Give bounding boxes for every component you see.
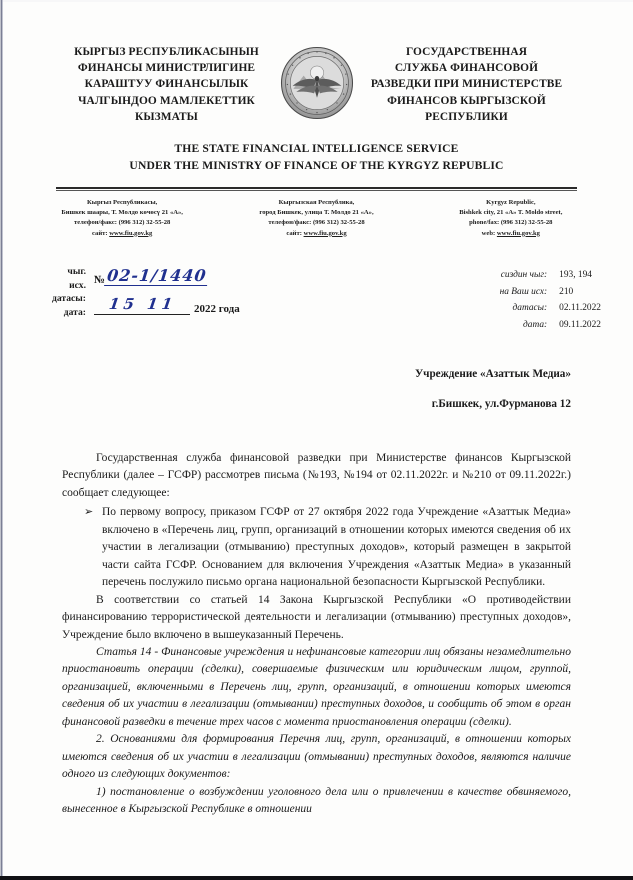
letterhead-kyrgyz-line-1: КЫРГЫЗ РЕСПУБЛИКАСЫНЫН bbox=[74, 46, 259, 58]
letter-body bbox=[62, 450, 571, 819]
state-emblem-icon bbox=[280, 46, 354, 120]
address-en-site bbox=[417, 229, 605, 239]
outgoing-number-handwritten: 02-1/1440 bbox=[104, 268, 209, 286]
emblem-container bbox=[276, 42, 358, 120]
label-incoming-date-ru: дата: bbox=[523, 320, 548, 331]
address-ky-line-1: Кыргыз Республикасы, bbox=[87, 199, 158, 207]
body-article14-paragraph: Статья 14 - Финансовые учреждения и нефинансовые категории лиц обязаны незамедлительно приостановить операции (сделки), совершаемые физическим или юридическим лицом, группой, организацией, включенными в Перечень лиц, групп, организаций, в отношении которых имеются сведения об их участии в легализации (отмывании) преступных доходов, и сообщить об этом в орган финансовой разведки в течение трех часов с момента приостановления операции (сделки). bbox=[62, 646, 571, 728]
letterhead-kyrgyz-line-3: КАРАШТУУ ФИНАНСЫЛЫК bbox=[84, 78, 249, 91]
incoming-reference-labels bbox=[500, 267, 548, 334]
outgoing-date-row bbox=[94, 294, 240, 315]
divider-thin-line bbox=[56, 190, 577, 191]
body-paragraph-2: В соответствии со статьей 14 Закона Кыргызской Республики «О противодействии финансированию террористической деятельности и легализации (отмыванию) преступных доходов», Учреждение было включено в вышеуказанный Перечень. bbox=[62, 593, 571, 641]
body-bullet-text-1: По первому вопросу, приказом ГСФР от 27 октября 2022 года Учреждение «Азаттык Медиа» включено в «Перечень лиц, групп, организаций в отношении которых имеются сведения об их участии в легализации (отмыванию) преступных доходов», который размещен в закрытой части сайта ГСФР. Основанием для включения Учреждения «Азаттык Медиа» в указанный перечень послужило письмо органа национальной безопасности Кыргызской Республики. bbox=[102, 506, 571, 589]
address-en-line-3: phone/fax: (996 312) 32-55-28 bbox=[469, 219, 553, 227]
value-incoming-date-ru: 09.11.2022 bbox=[559, 320, 601, 331]
outgoing-year-text: 2022 года bbox=[194, 302, 240, 315]
contact-addresses bbox=[28, 198, 605, 239]
label-date-ky: датасы: bbox=[52, 293, 86, 305]
body-clause1-paragraph: 1) постановление о возбуждении уголовного дела или о привлечении в качестве обвиняемого, вынесенное в Кыргызской Республике в отношении bbox=[62, 785, 571, 816]
address-ky-site-label: сайт: bbox=[92, 229, 108, 237]
address-ky-site-url[interactable]: www.fiu.gov.kg bbox=[109, 229, 153, 237]
label-your-out-ky: сиздин чыг: bbox=[500, 269, 548, 280]
letterhead-kyrgyz-line-2: ФИНАНСЫ МИНИСТРЛИГИНЕ bbox=[77, 62, 256, 75]
label-your-out-ru: на Ваш исх: bbox=[499, 286, 548, 297]
address-ru-line-1: Кыргызская Республика, bbox=[278, 199, 355, 207]
letterhead bbox=[10, 0, 623, 125]
letterhead-english-line-2: UNDER THE MINISTRY OF FINANCE OF THE KYRGYZ REPUBLIC bbox=[129, 158, 504, 172]
address-en-line-1: Kyrgyz Republic, bbox=[486, 199, 536, 207]
date-underline bbox=[94, 297, 190, 315]
addressee-block bbox=[10, 368, 571, 410]
letterhead-russian-line-4: ФИНАНСОВ КЫРГЫЗСКОЙ bbox=[387, 94, 546, 107]
address-ru-line-3: телефон/факс: (996 312) 32-55-28 bbox=[268, 219, 365, 227]
address-ky-line-3: телефон/факс: (996 312) 32-55-28 bbox=[74, 219, 171, 227]
label-date-ru: дата: bbox=[63, 306, 86, 318]
label-outgoing-ru: исх. bbox=[69, 279, 86, 291]
address-column-english bbox=[417, 198, 605, 239]
letterhead-kyrgyz-title bbox=[58, 42, 276, 125]
outgoing-date-handwritten: 15 11 bbox=[107, 295, 177, 314]
page-bottom-edge bbox=[0, 876, 633, 880]
divider-thick-line bbox=[56, 187, 577, 189]
outgoing-number-row bbox=[94, 265, 240, 286]
addressee-address: г.Бишкек, ул.Фурманова 12 bbox=[431, 397, 571, 410]
address-en-site-url[interactable]: www.fiu.gov.kg bbox=[496, 229, 540, 237]
letterhead-russian-line-1: ГОСУДАРСТВЕННАЯ bbox=[405, 46, 528, 58]
body-bullet-item-1 bbox=[62, 504, 571, 591]
arrow-bullet-icon: ➢ bbox=[84, 506, 94, 519]
address-ru-site-url[interactable]: www.fiu.gov.kg bbox=[303, 229, 347, 237]
letterhead-english-title bbox=[10, 141, 623, 175]
value-your-out-ky: 193, 194 bbox=[559, 269, 592, 280]
letterhead-russian-line-3: РАЗВЕДКИ ПРИ МИНИСТЕРСТВЕ bbox=[370, 78, 563, 91]
address-ru-site bbox=[222, 229, 410, 239]
incoming-reference bbox=[500, 265, 601, 334]
address-ru-site-label: сайт: bbox=[286, 229, 302, 237]
letterhead-english-line-1: THE STATE FINANCIAL INTELLIGENCE SERVICE bbox=[174, 141, 459, 155]
label-outgoing-ky: чыг. bbox=[67, 265, 86, 277]
body-clause2-paragraph: 2. Основаниями для формирования Перечня лиц, групп, организаций, в отношении которых имеются сведения об их участии в легализации (отмывании) преступных доходов, являются наличие одного из следующих документов: bbox=[62, 733, 571, 781]
address-ky-line-2: Бишкек шаары, Т. Молдо көчөсү 21 «А», bbox=[61, 209, 183, 217]
outgoing-reference bbox=[32, 265, 240, 334]
letterhead-russian-title bbox=[358, 42, 576, 125]
letterhead-russian-line-5: РЕСПУБЛИКИ bbox=[425, 110, 508, 123]
reference-block bbox=[32, 265, 601, 334]
outgoing-reference-labels bbox=[32, 265, 86, 319]
letterhead-kyrgyz-line-4: ЧАЛГЫНДОО МАМЛЕКЕТТИК bbox=[78, 94, 255, 107]
address-en-site-label: web: bbox=[481, 229, 496, 237]
value-incoming-date-ky: 02.11.2022 bbox=[559, 303, 601, 314]
outgoing-reference-values bbox=[94, 265, 240, 315]
letter-sheet bbox=[10, 0, 623, 876]
number-sign: № bbox=[94, 273, 106, 286]
page-left-edge bbox=[0, 0, 3, 880]
incoming-reference-values bbox=[559, 267, 601, 334]
address-column-kyrgyz bbox=[28, 198, 216, 239]
addressee-organization: Учреждение «Азаттык Медиа» bbox=[414, 367, 571, 380]
address-ky-site bbox=[28, 229, 216, 239]
address-en-line-2: Bishkek city, 21 «A» T. Moldo street, bbox=[459, 209, 563, 217]
address-column-russian bbox=[222, 198, 410, 239]
letterhead-divider bbox=[56, 187, 577, 192]
value-your-out-ru: 210 bbox=[559, 286, 574, 297]
letterhead-russian-line-2: СЛУЖБА ФИНАНСОВОЙ bbox=[394, 62, 539, 75]
body-intro-paragraph: Государственная служба финансовой разведки при Министерстве финансов Кыргызской Республики (далее – ГСФР) рассмотрев письма (№193, №194 от 02.11.2022г. и №210 от 09.11.2022г.) сообщает следующее: bbox=[62, 451, 571, 499]
letterhead-kyrgyz-line-5: КЫЗМАТЫ bbox=[135, 110, 198, 123]
address-ru-line-2: город Бишкек, улица Т. Молдо 21 «А», bbox=[259, 209, 374, 217]
label-incoming-date-ky: датасы: bbox=[512, 303, 548, 314]
